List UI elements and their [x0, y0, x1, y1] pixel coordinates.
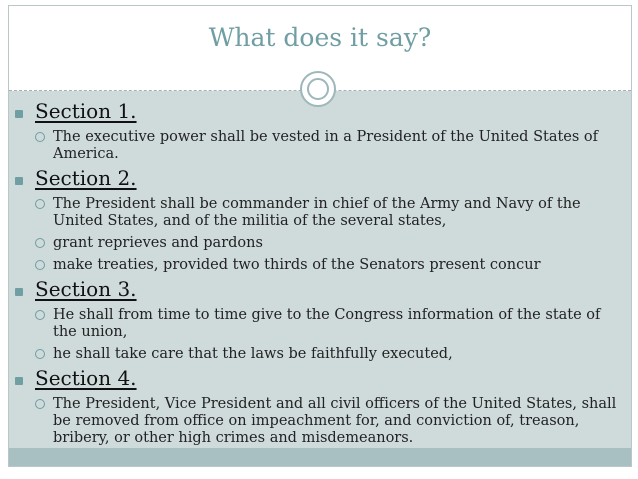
list-item: He shall from time to time give to the Congress information of the state of the union,: [9, 307, 631, 341]
footer-bar: [9, 448, 631, 466]
content-area: [9, 91, 631, 448]
section-4: [9, 368, 631, 447]
list-item: The executive power shall be vested in a President of the United States of America.: [9, 129, 631, 163]
list-item: The President shall be commander in chief of the Army and Navy of the United States, and of the militia of the several states,: [9, 196, 631, 230]
list-item: make treaties, provided two thirds of the Senators present concur: [9, 257, 631, 274]
circle-bullet-icon: [35, 399, 45, 409]
section-heading: Section 2.: [35, 166, 137, 190]
list-item: he shall take care that the laws be faithfully executed,: [9, 346, 631, 363]
slide: [8, 5, 632, 467]
circle-bullet-icon: [35, 238, 45, 248]
square-bullet-icon: [15, 377, 23, 385]
square-bullet-icon: [15, 110, 23, 118]
circle-ornament-icon: [300, 71, 336, 107]
circle-bullet-icon: [35, 132, 45, 142]
circle-bullet-icon: [35, 349, 45, 359]
section-3: [9, 279, 631, 363]
list-item: grant reprieves and pardons: [9, 235, 631, 252]
section-heading: Section 3.: [35, 277, 137, 301]
section-heading: Section 1.: [35, 99, 137, 123]
circle-bullet-icon: [35, 199, 45, 209]
list-item: The President, Vice President and all civil officers of the United States, shall be removed from office on impeachment for, and conviction of, treason, bribery, or other high crimes and misdemeanors.: [9, 396, 631, 447]
square-bullet-icon: [15, 177, 23, 185]
circle-bullet-icon: [35, 260, 45, 270]
section-heading: Section 4.: [35, 366, 137, 390]
slide-title: What does it say?: [208, 23, 432, 52]
square-bullet-icon: [15, 288, 23, 296]
section-list: [9, 101, 631, 452]
section-2: [9, 168, 631, 274]
section-1: [9, 101, 631, 163]
circle-bullet-icon: [35, 310, 45, 320]
